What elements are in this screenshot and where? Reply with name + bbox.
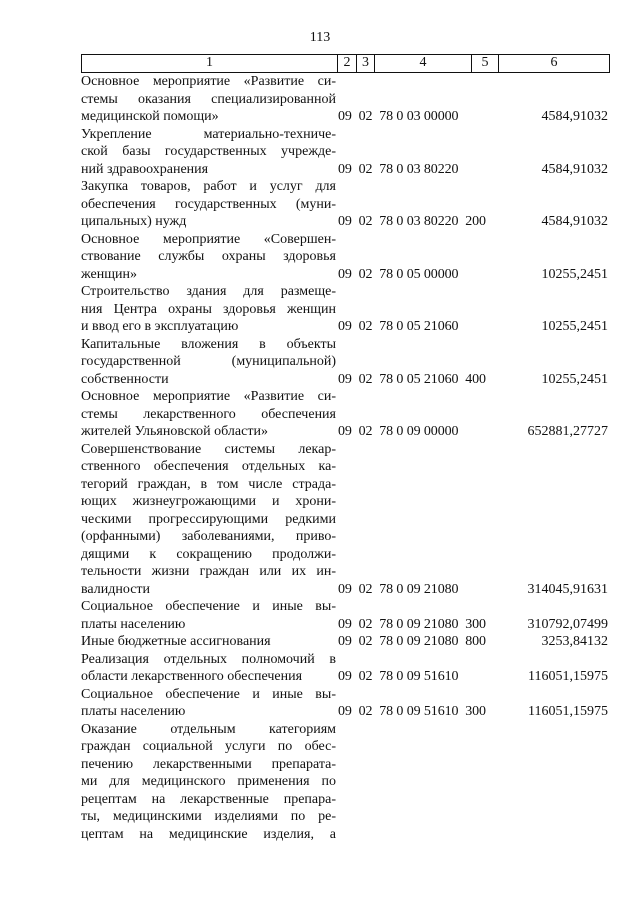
row-name-line: женщин» — [81, 266, 137, 282]
header-col-2: 2 — [338, 55, 357, 72]
row-name-line: ской базы государственных учрежде- — [81, 144, 336, 159]
row-sum: 4584,91032 — [541, 214, 608, 229]
row-code: 09 02 78 0 03 80220 — [338, 161, 459, 177]
row-code: 09 02 78 0 05 21060 — [338, 319, 459, 334]
row-name-line: ствование службы охраны здоровья — [81, 249, 336, 264]
row-sum: 10255,2451 — [541, 319, 608, 334]
row-name-line: и ввод его в эксплуатацию — [81, 319, 239, 334]
row-sum: 10255,2451 — [541, 266, 608, 282]
row-sum: 314045,91631 — [527, 581, 608, 597]
table-row — [81, 388, 610, 441]
header-col-5: 5 — [472, 55, 499, 72]
row-name-line: Социальное обеспечение и иные вы- — [81, 686, 336, 702]
table-row — [81, 598, 610, 633]
row-name-line: стемы лекарственного обеспечения — [81, 406, 336, 422]
table-body — [81, 73, 610, 843]
row-name-line: Совершенствование системы лекар- — [81, 441, 336, 457]
page-number: 113 — [309, 30, 331, 45]
row-name-line: Социальное обеспечение и иные вы- — [81, 599, 336, 614]
row-name-line: (орфанными) заболеваниями, приво- — [81, 529, 336, 544]
row-code: 09 02 78 0 03 80220 200 — [338, 214, 486, 229]
row-name-line: области лекарственного обеспечения — [81, 669, 303, 684]
row-name-line: ми для медицинского применения по — [81, 774, 336, 789]
row-name-line: дящими к сокращению продолжи- — [81, 546, 336, 562]
row-name-line: государственной (муниципальной) — [81, 354, 336, 369]
row-name-line: печению лекарственными препарата- — [81, 756, 336, 772]
row-code: 09 02 78 0 09 51610 300 — [338, 704, 486, 719]
row-name-line: ния Центра охраны здоровья женщин — [81, 301, 336, 317]
row-name-line: платы населению — [81, 704, 186, 719]
budget-table — [81, 54, 610, 843]
row-name — [81, 73, 336, 126]
row-name — [81, 598, 336, 633]
table-row — [81, 441, 610, 599]
row-name-line: цептам на медицинские изделия, а — [81, 826, 336, 842]
row-sum: 4584,91032 — [541, 109, 608, 124]
table-row — [81, 651, 610, 686]
row-name-line: Оказание отдельным категориям — [81, 721, 336, 737]
table-row — [81, 283, 610, 336]
row-name-line: Основное мероприятие «Развитие си- — [81, 389, 336, 404]
row-name — [81, 283, 336, 336]
row-name-line: Укрепление материально-техниче- — [81, 126, 336, 142]
row-sum: 3253,84132 — [541, 634, 608, 649]
row-name-line: тельности жизни граждан или их ин- — [81, 564, 336, 579]
row-sum: 116051,15975 — [528, 669, 608, 684]
row-sum: 310792,07499 — [527, 616, 608, 632]
row-name — [81, 441, 336, 599]
table-row — [81, 126, 610, 179]
row-name-line: медицинской помощи» — [81, 109, 219, 124]
row-name — [81, 231, 336, 284]
row-sum: 10255,2451 — [541, 371, 608, 387]
row-name-line: Основное мероприятие «Развитие си- — [81, 74, 336, 89]
row-name-line: ющих жизнеугрожающими и хрони- — [81, 494, 336, 509]
row-name — [81, 721, 336, 844]
row-name — [81, 651, 336, 686]
row-sum: 652881,27727 — [527, 424, 608, 439]
row-name-line: собственности — [81, 371, 169, 387]
row-name-line: обеспечения государственных (муни- — [81, 196, 336, 212]
row-name-line: платы населению — [81, 616, 186, 632]
row-name-line: ний здравоохранения — [81, 161, 209, 177]
row-name-line: ты, медицинскими изделиями по ре- — [81, 809, 336, 824]
row-name-line: Закупка товаров, работ и услуг для — [81, 179, 336, 194]
row-name — [81, 126, 336, 179]
row-code: 09 02 78 0 09 21080 — [338, 581, 459, 597]
table-row — [81, 336, 610, 389]
header-col-3: 3 — [357, 55, 375, 72]
row-name-line: Основное мероприятие «Совершен- — [81, 231, 336, 247]
row-name-line: рецептам на лекарственные препара- — [81, 791, 336, 807]
table-row — [81, 73, 610, 126]
row-sum: 116051,15975 — [528, 704, 608, 719]
row-sum: 4584,91032 — [541, 161, 608, 177]
row-name — [81, 686, 336, 721]
header-col-1: 1 — [82, 55, 338, 72]
row-name-line: Строительство здания для размеще- — [81, 284, 336, 299]
row-code: 09 02 78 0 05 21060 400 — [338, 371, 486, 387]
row-name-line: Капитальные вложения в объекты — [81, 336, 336, 352]
row-name-line: ственного обеспечения отдельных ка- — [81, 459, 336, 474]
row-name — [81, 336, 336, 389]
row-name-line: стемы оказания специализированной — [81, 91, 336, 107]
row-name-line: тегорий граждан, в том числе страда- — [81, 476, 336, 492]
row-name-line: жителей Ульяновской области» — [81, 424, 268, 439]
row-name-line: ципальных) нужд — [81, 214, 187, 229]
table-row — [81, 178, 610, 231]
row-name-line: Иные бюджетные ассигнования — [81, 634, 271, 649]
row-code: 09 02 78 0 03 00000 — [338, 109, 459, 124]
row-name — [81, 633, 336, 651]
table-row — [81, 686, 610, 721]
table-row — [81, 721, 610, 844]
table-header — [81, 54, 610, 73]
row-code: 09 02 78 0 09 00000 — [338, 424, 459, 439]
row-name-line: ческими прогрессирующими редкими — [81, 511, 336, 527]
row-name-line: Реализация отдельных полномочий в — [81, 651, 336, 667]
row-name — [81, 388, 336, 441]
row-name — [81, 178, 336, 231]
row-code: 09 02 78 0 09 51610 — [338, 669, 459, 684]
table-row — [81, 633, 610, 651]
row-code: 09 02 78 0 09 21080 800 — [338, 634, 486, 649]
row-code: 09 02 78 0 09 21080 300 — [338, 616, 486, 632]
header-col-4: 4 — [375, 55, 472, 72]
header-col-6: 6 — [550, 55, 558, 70]
table-row — [81, 231, 610, 284]
row-code: 09 02 78 0 05 00000 — [338, 266, 459, 282]
row-name-line: валидности — [81, 581, 151, 597]
row-name-line: граждан социальной услуги по обес- — [81, 739, 336, 754]
